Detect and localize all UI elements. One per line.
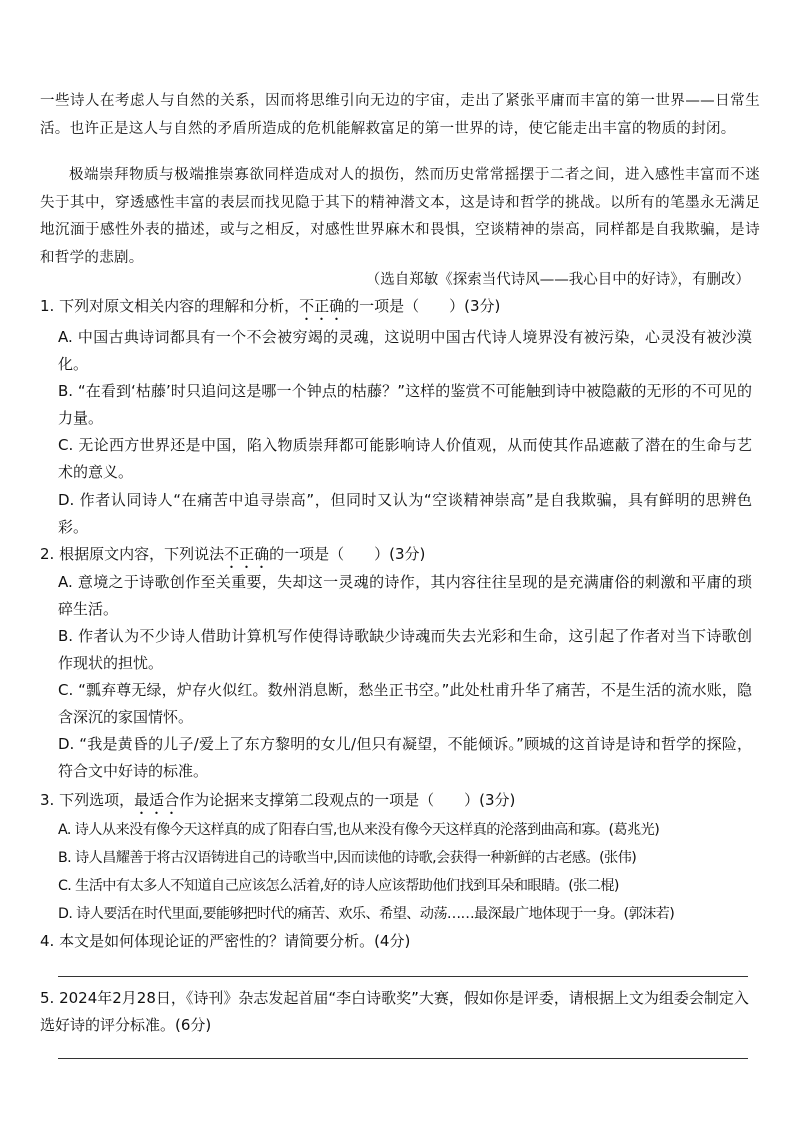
question-2-stem: 2. 根据原文内容，下列说法不正确的一项是（ ）(3分) <box>40 545 426 563</box>
question-3-option-a: A. 诗人从来没有像今天这样真的成了阳春白雪,也从来没有像今天这样真的沦落到曲高和寡。(葛兆光) <box>58 822 660 838</box>
question-3-option-b: B. 诗人昌耀善于将古汉语铸进自己的诗歌当中,因而读他的诗歌,会获得一种新鲜的古老感。(张伟) <box>58 850 637 866</box>
question-3-option-c: C. 生活中有太多人不知道自己应该怎么活着,好的诗人应该帮助他们找到耳朵和眼睛。(张二棍) <box>58 878 619 894</box>
question-1-stem: 1. 下列对原文相关内容的理解和分析，不正确的一项是（ ）(3分) <box>40 297 501 315</box>
emphasis-mark: 不正确 <box>224 545 270 563</box>
article-source: （选自郑敏《探索当代诗风——我心目中的好诗》，有删改） <box>365 272 750 288</box>
question-1-option-c: C. 无论西方世界还是中国，陷入物质崇拜都可能影响诗人价值观，从而使其作品遮蔽了潜在的生命与艺术的意义。 <box>58 436 752 481</box>
answer-line-question-4 <box>58 976 748 977</box>
question-1-option-b: B. “在看到‘枯藤’时只追问这是哪一个钟点的枯藤？”这样的鉴赏不可能触到诗中被隐蔽的无形的不可见的力量。 <box>58 382 752 427</box>
question-3-option-d: D. 诗人要活在时代里面,要能够把时代的痛苦、欢乐、希望、动荡……最深最广地体现于一身。(郭沫若) <box>58 906 675 922</box>
emphasis-mark: 最适合 <box>134 791 180 809</box>
question-2-option-d: D. “我是黄昏的儿子/爱上了东方黎明的女儿/但只有凝望，不能倾诉。”顾城的这首诗是诗和哲学的探险，符合文中好诗的标准。 <box>58 735 752 780</box>
question-3-stem: 3. 下列选项，最适合作为论据来支撑第二段观点的一项是（ ）(3分) <box>40 791 516 809</box>
article-paragraph-1: 一些诗人在考虑人与自然的关系，因而将思维引向无边的宇宙，走出了紧张平庸而丰富的第一世界——日常生活。也许正是这人与自然的矛盾所造成的危机能解救富足的第一世界的诗，使它能走出丰富的物质的封闭。 <box>40 93 760 137</box>
question-2-option-c: C. “瓢弃尊无绿，炉存火似红。数州消息断，愁坐正书空。”此处杜甫升华了痛苦，不是生活的流水账，隐含深沉的家国情怀。 <box>58 681 752 726</box>
question-1-option-a: A. 中国古典诗词都具有一个不会被穷竭的灵魂，这说明中国古代诗人境界没有被污染，心灵没有被沙漠化。 <box>58 328 752 373</box>
question-1-option-d: D. 作者认同诗人“在痛苦中追寻崇高”，但同时又认为“空谈精神崇高”是自我欺骗，具有鲜明的思辨色彩。 <box>58 491 752 536</box>
question-4-stem: 4. 本文是如何体现论证的严密性的？请简要分析。(4分) <box>40 932 411 950</box>
question-2-option-b: B. 作者认为不少诗人借助计算机写作使得诗歌缺少诗魂而失去光彩和生命，这引起了作者对当下诗歌创作现状的担忧。 <box>58 627 752 672</box>
answer-line-question-5 <box>58 1058 748 1059</box>
question-2-option-a: A. 意境之于诗歌创作至关重要，失却这一灵魂的诗作，其内容往往呈现的是充满庸俗的刺激和平庸的琐碎生活。 <box>58 573 752 618</box>
question-5-stem: 5. 2024年2月28日，《诗刊》杂志发起首届“李白诗歌奖”大赛，假如你是评委，请根据上文为组委会制定入选好诗的评分标准。(6分) <box>40 989 749 1034</box>
emphasis-mark: 不正确 <box>299 297 345 315</box>
article-paragraph-2: 极端崇拜物质与极端推崇寡欲同样造成对人的损伤，然而历史常常摇摆于二者之间，进入感性丰富而不迷失于其中，穿透感性丰富的表层而找见隐于其下的精神潜文本，这是诗和哲学的挑战。以所有的笔墨永无满足地沉湎于感性外表的描述，或与之相反，对感性世界麻木和畏惧，空谈精神的崇高，同样都是自我欺骗，是诗和哲学的悲剧。 <box>40 167 760 266</box>
